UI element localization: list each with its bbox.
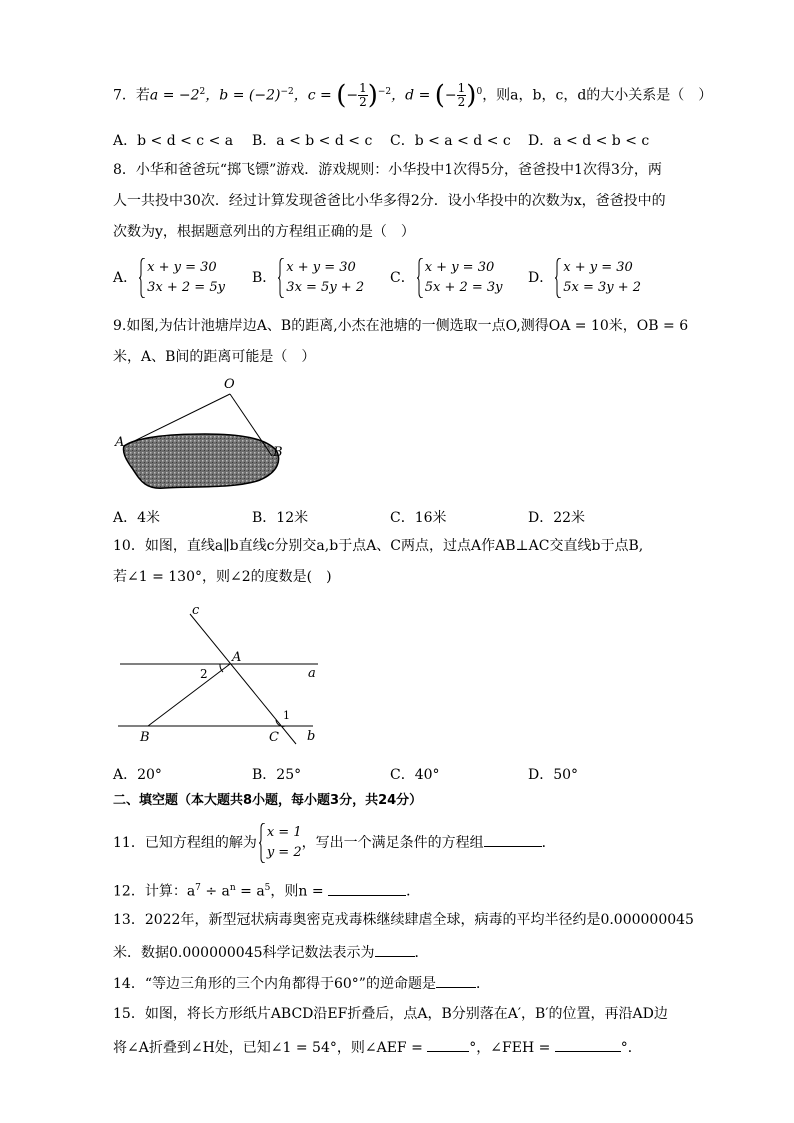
parallel-lines-figure bbox=[110, 598, 330, 748]
fraction: $\frac{1}{2}$ bbox=[457, 81, 466, 109]
label-c-point: C bbox=[269, 730, 279, 745]
label-a: A bbox=[115, 435, 125, 450]
brace-icon bbox=[259, 823, 266, 863]
answer-blank[interactable] bbox=[328, 881, 406, 896]
question-9-line-1: 9.如图,为估计池塘岸边A、B的距离,小杰在池塘的一侧选取一点O,测得OA = 10米，OB = 6 bbox=[113, 318, 689, 334]
equation-system: x + y = 30 3x + 2 = 5y bbox=[139, 258, 225, 298]
q9-option-d[interactable]: D．22米 bbox=[528, 510, 586, 526]
q9-option-c[interactable]: C．16米 bbox=[390, 510, 447, 526]
question-8-line-3: 次数为y，根据题意列出的方程组正确的是（ ） bbox=[113, 224, 415, 240]
question-7: 7．若$a = -2^2$，$b = (-2)^{-2}$，c = (− $\frac{1}{2}$ )$^{-2}$，d = (− $\frac{1}{2}$ )$^0$，则a，b，c，d的大小关系是（ ） bbox=[113, 80, 713, 111]
equation-system: x + y = 30 5x = 3y + 2 bbox=[555, 258, 641, 298]
q8-option-c[interactable]: C． x + y = 30 5x + 2 = 3y bbox=[390, 258, 503, 298]
label-b-point: B bbox=[140, 730, 150, 745]
question-12: 12．计算：$a^7 \div a^n = a^5$，则n = ． bbox=[113, 879, 420, 901]
section-heading: 二、填空题（本大题共8小题，每小题3分，共24分） bbox=[113, 793, 423, 808]
label-b-line: b bbox=[307, 729, 316, 744]
answer-blank-aef[interactable] bbox=[427, 1037, 469, 1052]
question-9-line-2: 米，A、B间的距离可能是（ ） bbox=[113, 349, 316, 365]
question-15-line-1: 15．如图，将长方形纸片ABCD沿EF折叠后，点A，B分别落在A′，B′的位置，再沿AD边 bbox=[113, 1006, 668, 1022]
brace-icon bbox=[278, 258, 285, 298]
label-a-line: a bbox=[308, 666, 316, 681]
brace-icon bbox=[417, 258, 424, 298]
answer-blank[interactable] bbox=[484, 832, 542, 847]
q9-options bbox=[113, 507, 673, 527]
pond-shape bbox=[123, 434, 278, 488]
q9-option-b[interactable]: B．12米 bbox=[252, 510, 309, 526]
q7-option-a[interactable]: A．b < d < c < a bbox=[113, 133, 234, 149]
equation-system: x + y = 30 3x = 5y + 2 bbox=[278, 258, 364, 298]
segment-ab bbox=[148, 664, 230, 726]
brace-icon bbox=[555, 258, 562, 298]
q7-option-c[interactable]: C．b < a < d < c bbox=[390, 133, 511, 149]
q10-option-a[interactable]: A．20° bbox=[113, 767, 162, 783]
q9-option-a[interactable]: A．4米 bbox=[113, 510, 161, 526]
question-11: 11．已知方程组的解为 x = 1 y = 2 ，写出一个满足条件的方程组 ． bbox=[113, 822, 556, 866]
q10-options bbox=[113, 764, 673, 784]
label-b: B bbox=[273, 445, 283, 460]
question-8-line-1: 8．小华和爸爸玩“掷飞镖”游戏．游戏规则：小华投中1次得5分，爸爸投中1次得3分，两 bbox=[113, 162, 662, 178]
q7-option-b[interactable]: B．a < b < d < c bbox=[252, 133, 373, 149]
answer-blank-feh[interactable] bbox=[555, 1037, 621, 1052]
question-14: 14．“等边三角形的三个内角都得于60°”的逆命题是 ． bbox=[113, 973, 490, 993]
question-8-line-2: 人一共投中30次．经过计算发现爸爸比小华多得2分．设小华投中的次数为x，爸爸投中的 bbox=[113, 193, 666, 209]
label-o: O bbox=[224, 377, 235, 392]
question-13-line-1: 13．2022年，新型冠状病毒奥密克戎毒株继续肆虐全球，病毒的平均半径约是0.000000045 bbox=[113, 912, 694, 928]
answer-blank[interactable] bbox=[436, 973, 476, 988]
q7-options bbox=[113, 130, 673, 150]
solution-system: x = 1 y = 2 bbox=[259, 823, 302, 863]
q8-options bbox=[113, 258, 673, 300]
q8-option-d[interactable]: D． x + y = 30 5x = 3y + 2 bbox=[528, 258, 641, 298]
question-10-line-2: 若∠1 = 130°，则∠2的度数是( ) bbox=[113, 569, 332, 585]
label-angle-1: 1 bbox=[283, 709, 290, 722]
fraction: $\frac{1}{2}$ bbox=[359, 81, 367, 109]
question-10-line-1: 10．如图，直线a∥b直线c分别交a,b于点A、C两点，过点A作AB⊥AC交直线b于点B, bbox=[113, 538, 644, 554]
label-a-point: A bbox=[232, 650, 242, 665]
q8-option-a[interactable]: A． x + y = 30 3x + 2 = 5y bbox=[113, 258, 225, 298]
answer-blank[interactable] bbox=[375, 942, 415, 957]
label-c-line: c bbox=[192, 603, 200, 618]
equation-system: x + y = 30 5x + 2 = 3y bbox=[417, 258, 503, 298]
question-13-line-2: 米．数据0.000000045科学记数法表示为 ． bbox=[113, 942, 429, 962]
q7-option-d[interactable]: D．a < d < b < c bbox=[528, 133, 650, 149]
q10-option-d[interactable]: D．50° bbox=[528, 767, 579, 783]
q10-option-b[interactable]: B．25° bbox=[252, 767, 302, 783]
q10-option-c[interactable]: C．40° bbox=[390, 767, 440, 783]
pond-figure bbox=[110, 372, 300, 494]
q8-option-b[interactable]: B． x + y = 30 3x = 5y + 2 bbox=[252, 258, 364, 298]
question-15-line-2: 将∠A折叠到∠H处，已知∠1 = 54°，则∠AEF = °，∠FEH = °． bbox=[113, 1037, 642, 1057]
label-angle-2: 2 bbox=[200, 667, 208, 681]
brace-icon bbox=[139, 258, 146, 298]
